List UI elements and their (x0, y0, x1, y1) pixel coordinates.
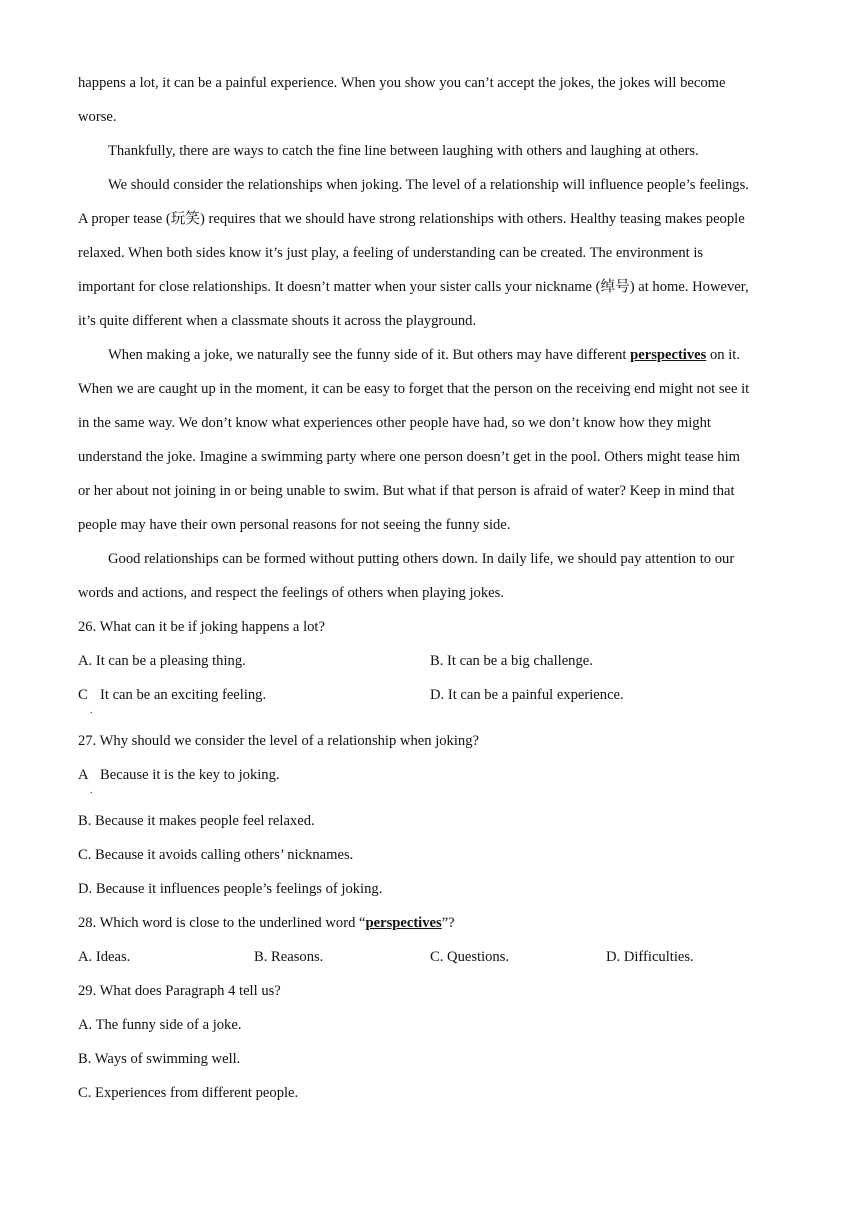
text-span: on it. (706, 347, 740, 363)
paragraph-3-line: We should consider the relationships when joking. The level of a relationship will influence people’s feelings. (108, 177, 749, 193)
paragraph-4-line: in the same way. We don’t know what experiences other people have had, so we don’t know how they might (78, 415, 711, 431)
option-c: C. Questions. (430, 949, 510, 965)
text-span: 28. Which word is close to the underlined word “ (78, 915, 366, 931)
question-stem (78, 912, 778, 946)
option-a: A. Ideas. (78, 949, 131, 965)
option-b: B. It can be a big challenge. (430, 653, 593, 669)
paragraph-3-line: important for close relationships. It doesn’t matter when your sister calls your nickname (绰号) at home. However, (78, 279, 749, 295)
option-row (78, 684, 778, 730)
passage-line: worse. (78, 109, 117, 125)
text-span: ”? (441, 915, 455, 931)
paragraph-4-line: or her about not joining in or being unable to swim. But what if that person is afraid of water? Keep in mind that (78, 483, 735, 499)
text-span: When making a joke, we naturally see the funny side of it. But others may have different (108, 347, 631, 363)
question-27 (78, 730, 778, 912)
paragraph-2: Thankfully, there are ways to catch the fine line between laughing with others and laughing at others. (108, 143, 699, 159)
option-d: D. Because it influences people’s feelings of joking. (78, 881, 383, 897)
question-stem: 27. Why should we consider the level of a relationship when joking? (78, 733, 479, 749)
paragraph-5-line: Good relationships can be formed without putting others down. In daily life, we should pay attention to our (108, 551, 735, 567)
paragraph-5-line: words and actions, and respect the feelings of others when playing jokes. (78, 585, 504, 601)
paragraph-3-line: A proper tease (玩笑) requires that we should have strong relationships with others. Healthy teasing makes people (78, 211, 745, 227)
option-b: B. Because it makes people feel relaxed. (78, 813, 315, 829)
reading-passage (78, 72, 778, 616)
paragraph-4-line: people may have their own personal reasons for not seeing the funny side. (78, 517, 511, 533)
question-28 (78, 912, 778, 980)
option-a (78, 764, 778, 810)
passage-line: happens a lot, it can be a painful experience. When you show you can’t accept the jokes, the jokes will become (78, 75, 726, 91)
option-c (78, 684, 266, 706)
paragraph-4-line: understand the joke. Imagine a swimming party where one person doesn’t get in the pool. Others might tease him (78, 449, 740, 465)
option-d: D. Difficulties. (606, 949, 694, 965)
option-row (78, 650, 778, 684)
option-d: D. It can be a painful experience. (430, 687, 624, 703)
option-b: B. Reasons. (254, 949, 324, 965)
question-stem: 26. What can it be if joking happens a lot? (78, 619, 325, 635)
option-a: A. It can be a pleasing thing. (78, 653, 246, 669)
option-c: C. Because it avoids calling others’ nicknames. (78, 847, 354, 863)
question-26 (78, 616, 778, 730)
paragraph-3-line: relaxed. When both sides know it’s just play, a feeling of understanding can be created. The environment is (78, 245, 704, 261)
paragraph-4-line: When we are caught up in the moment, it can be easy to forget that the person on the receiving end might not see it (78, 381, 750, 397)
question-stem: 29. What does Paragraph 4 tell us? (78, 983, 281, 999)
option-c: C. Experiences from different people. (78, 1085, 299, 1101)
option-text: It can be an exciting feeling. (100, 687, 267, 703)
option-text: Because it is the key to joking. (100, 767, 280, 783)
question-29 (78, 980, 778, 1116)
dot-mark: . (90, 705, 93, 716)
option-row (78, 946, 778, 980)
dot-mark: . (90, 785, 93, 796)
underlined-word: perspectives (630, 347, 707, 363)
document-page (78, 72, 778, 1116)
option-b: B. Ways of swimming well. (78, 1051, 241, 1067)
underlined-word: perspectives (365, 915, 442, 931)
option-a: A. The funny side of a joke. (78, 1017, 242, 1033)
option-letter: A (78, 767, 89, 783)
paragraph-4-line (78, 344, 778, 378)
option-letter: C (78, 687, 88, 703)
paragraph-3-line: it’s quite different when a classmate shouts it across the playground. (78, 313, 477, 329)
